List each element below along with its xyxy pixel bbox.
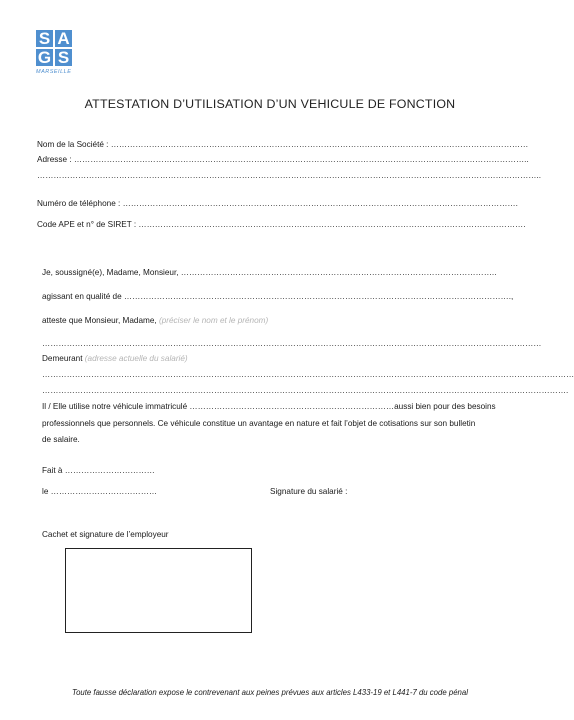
logo-letter: S (36, 30, 53, 47)
blank-line: ………………………………………………………………………………………………………………………………………………………………… (42, 339, 542, 348)
ape-siret-field: Code APE et n° de SIRET : ……………………………………………………………………………………………………………………………. (37, 220, 526, 229)
blank-line: …………………………………………………………………………………………………………………………………………………………………………… (42, 370, 574, 379)
company-address-field: Adresse : ………………………………………………………………………………………………………………………………………………….. (37, 155, 529, 164)
employee-signature-label: Signature du salarié : (270, 487, 348, 496)
document-title: ATTESTATION D’UTILISATION D’UN VEHICULE DE FONCTION (84, 97, 456, 111)
blank-line: …………………………………………………………………………………………………………………………………………………………………………. (42, 386, 569, 395)
employer-signature-label: Cachet et signature de l’employeur (42, 530, 169, 539)
atteste-line (42, 316, 462, 325)
company-address-continued: ………………………………………………………………………………………………………………………………………………………………….. (37, 171, 541, 180)
logo-city: MARSEILLE (36, 69, 72, 75)
logo-letter: S (55, 49, 72, 66)
legal-footer: Toute fausse déclaration expose le contrevenant aux peines prévues aux articles L433-19 et L441-7 du code pénal (72, 688, 468, 697)
phone-field: Numéro de téléphone : ………………………………………………………………………………………………………………………………. (37, 199, 518, 208)
vehicle-line: professionnels que personnels. Ce véhicule constitue un avantage en nature et fait l’objet de cotisations sur son bulletin (42, 419, 476, 428)
logo-letter: A (55, 30, 72, 47)
qualite-field: agissant en qualité de ……………………………………………………………………………………………………………………………., (42, 292, 514, 301)
date-field: le ………………………………… (42, 487, 158, 496)
demeurant-label: Demeurant (42, 354, 83, 363)
atteste-hint: (préciser le nom et le prénom) (158, 316, 269, 325)
atteste-label: atteste que Monsieur, Madame, (42, 316, 157, 325)
fait-a-field: Fait à …………………………… (42, 466, 155, 475)
vehicle-line: de salaire. (42, 435, 80, 444)
demeurant-line (42, 354, 462, 363)
soussigne-field: Je, soussigné(e), Madame, Monsieur, …………………………………………………………………………………………………….. (42, 268, 497, 277)
logo-letters (36, 30, 74, 66)
vehicle-line: Il / Elle utilise notre véhicule immatriculé …………………………………………………………………aussi bien pour des besoins (42, 402, 496, 411)
sags-logo (36, 30, 74, 75)
company-name-field: Nom de la Société : ……………………………………………………………………………………………………………………………………… (37, 140, 529, 149)
demeurant-hint: (adresse actuelle du salarié) (84, 354, 188, 363)
employer-stamp-box (65, 548, 252, 633)
logo-letter: G (37, 48, 52, 67)
